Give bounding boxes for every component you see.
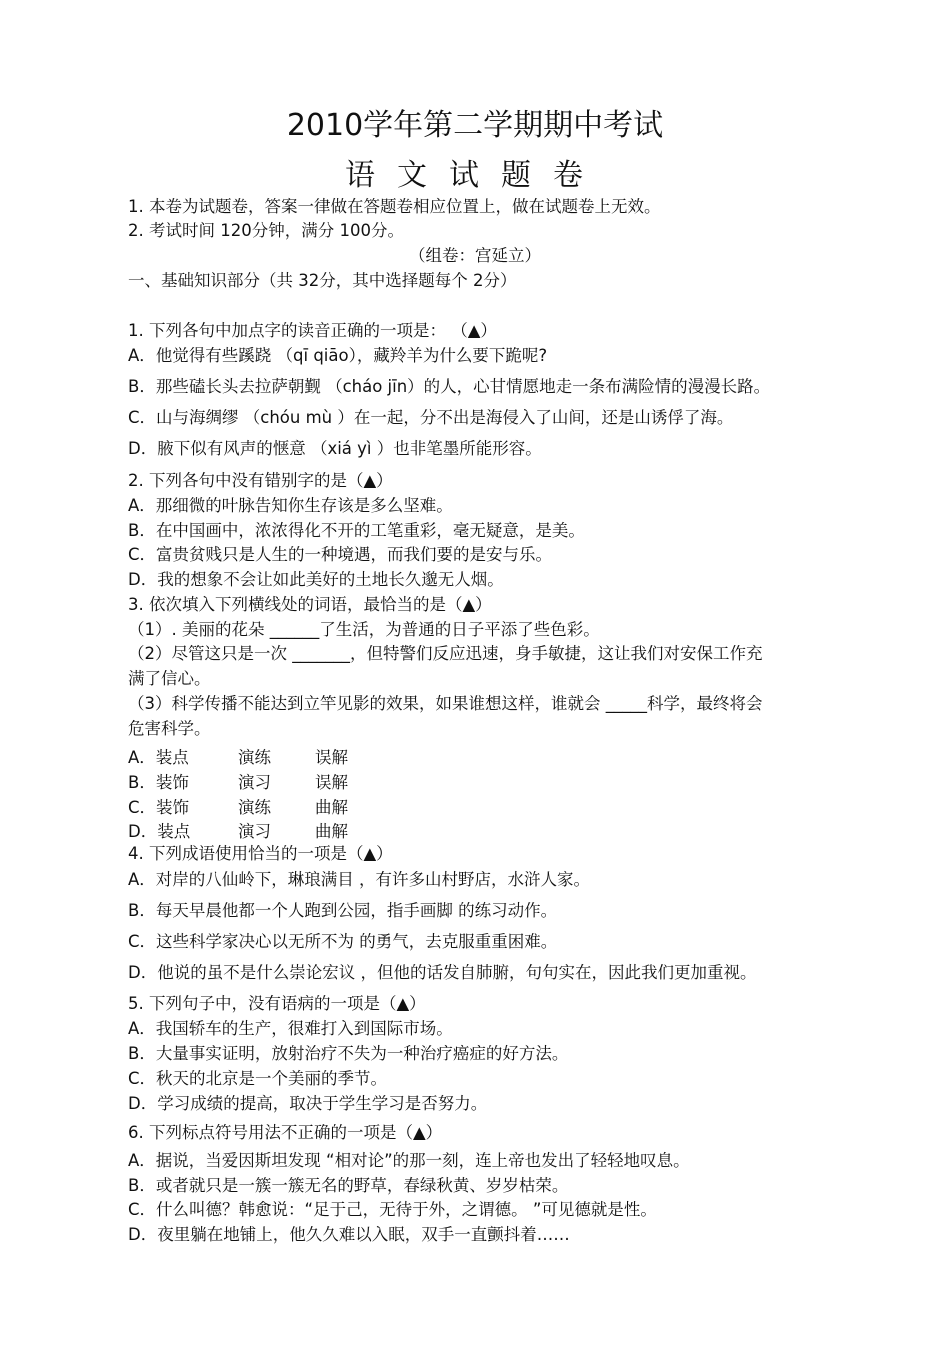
section-heading: 一、基础知识部分（共 32分，其中选择题每个 2分） bbox=[128, 271, 517, 290]
q6-option-a: A．据说，当爱因斯坦发现 “相对论”的那一刻，连上帝也发出了轻轻地叹息。 bbox=[128, 1151, 690, 1170]
q2-option-d: D．我的想象不会让如此美好的土地长久邈无人烟。 bbox=[128, 570, 504, 589]
q3-sentence-2-cont: 满了信心。 bbox=[128, 669, 211, 688]
q3-option-c-word2: 演练 bbox=[238, 798, 271, 817]
q3-option-b-word2: 演习 bbox=[238, 773, 271, 792]
exam-title: 2010学年第二学期期中考试 bbox=[286, 108, 664, 143]
q4-option-c: C．这些科学家决心以无所不为 的勇气，去克服重重困难。 bbox=[128, 932, 558, 951]
q1-option-b: B．那些磕长头去拉萨朝觐 （cháo jīn）的人，心甘情愿地走一条布满险情的漫漫长路。 bbox=[128, 377, 771, 396]
q1-option-a: A．他觉得有些蹊跷 （qī qiāo），藏羚羊为什么要下跪呢? bbox=[128, 346, 548, 365]
q4-stem: 4. 下列成语使用恰当的一项是（▲） bbox=[128, 844, 393, 863]
q3-option-d: D．装点 bbox=[128, 822, 191, 841]
q5-option-c: C．秋天的北京是一个美丽的季节。 bbox=[128, 1069, 388, 1088]
q4-option-d: D．他说的虽不是什么崇论宏议 ，但他的话发自肺腑，句句实在，因此我们更加重视。 bbox=[128, 963, 757, 982]
instruction-1: 1. 本卷为试题卷，答案一律做在答题卷相应位置上，做在试题卷上无效。 bbox=[128, 197, 661, 216]
q3-option-b: B．装饰 bbox=[128, 773, 189, 792]
q5-option-a: A．我国轿车的生产，很难打入到国际市场。 bbox=[128, 1019, 453, 1038]
q3-option-c: C．装饰 bbox=[128, 798, 190, 817]
q2-stem: 2. 下列各句中没有错别字的是（▲） bbox=[128, 471, 393, 490]
q3-sentence-1: （1）. 美丽的花朵 ______了生活，为普通的日子平添了些色彩。 bbox=[128, 620, 600, 639]
q3-option-d-word3: 曲解 bbox=[315, 822, 348, 841]
q4-option-b: B．每天早晨他都一个人跑到公园，指手画脚 的练习动作。 bbox=[128, 901, 558, 920]
q6-option-c: C．什么叫德？韩愈说：“足于己，无待于外，之谓德。 ”可见德就是性。 bbox=[128, 1200, 657, 1219]
q6-option-b: B．或者就只是一簇一簇无名的野草，春绿秋黄、岁岁枯荣。 bbox=[128, 1176, 569, 1195]
q1-stem: 1. 下列各句中加点字的读音正确的一项是： （▲） bbox=[128, 321, 497, 340]
q2-option-c: C．富贵贫贱只是人生的一种境遇，而我们要的是安与乐。 bbox=[128, 545, 553, 564]
q3-option-b-word3: 误解 bbox=[315, 773, 348, 792]
q3-sentence-3-cont: 危害科学。 bbox=[128, 719, 211, 738]
q5-option-b: B．大量事实证明，放射治疗不失为一种治疗癌症的好方法。 bbox=[128, 1044, 569, 1063]
q4-option-a: A．对岸的八仙岭下，琳琅满目 ，有许多山村野店，水浒人家。 bbox=[128, 870, 591, 889]
exam-subtitle: 语文试题卷 bbox=[345, 158, 605, 193]
q5-option-d: D．学习成绩的提高，取决于学生学习是否努力。 bbox=[128, 1094, 488, 1113]
q1-option-d: D．腋下似有风声的惬意 （xiá yì ）也非笔墨所能形容。 bbox=[128, 439, 542, 458]
q3-sentence-2: （2）尽管这只是一次 _______，但特警们反应迅速，身手敏捷，这让我们对安保工作充 bbox=[128, 644, 763, 663]
q3-option-d-word2: 演习 bbox=[238, 822, 271, 841]
q3-option-c-word3: 曲解 bbox=[315, 798, 348, 817]
q3-stem: 3. 依次填入下列横线处的词语，最恰当的是（▲） bbox=[128, 595, 492, 614]
q2-option-a: A．那细微的叶脉告知你生存该是多么坚难。 bbox=[128, 496, 453, 515]
q3-sentence-3: （3）科学传播不能达到立竿见影的效果，如果谁想这样，谁就会 _____科学，最终将会 bbox=[128, 694, 763, 713]
q2-option-b: B．在中国画中，浓浓得化不开的工笔重彩，毫无疑意，是美。 bbox=[128, 521, 585, 540]
q5-stem: 5. 下列句子中，没有语病的一项是（▲） bbox=[128, 994, 426, 1013]
instruction-2: 2. 考试时间 120分钟，满分 100分。 bbox=[128, 221, 404, 240]
q6-option-d: D．夜里躺在地铺上，他久久难以入眠，双手一直颤抖着…… bbox=[128, 1225, 570, 1244]
q3-option-a-word2: 演练 bbox=[238, 748, 271, 767]
compiler-note: （组卷：宫延立） bbox=[409, 246, 541, 265]
q1-option-c: C．山与海绸缪 （chóu mù ）在一起，分不出是海侵入了山间，还是山诱俘了海。 bbox=[128, 408, 734, 427]
q3-option-a: A．装点 bbox=[128, 748, 189, 767]
q3-option-a-word3: 误解 bbox=[315, 748, 348, 767]
q6-stem: 6. 下列标点符号用法不正确的一项是（▲） bbox=[128, 1123, 443, 1142]
